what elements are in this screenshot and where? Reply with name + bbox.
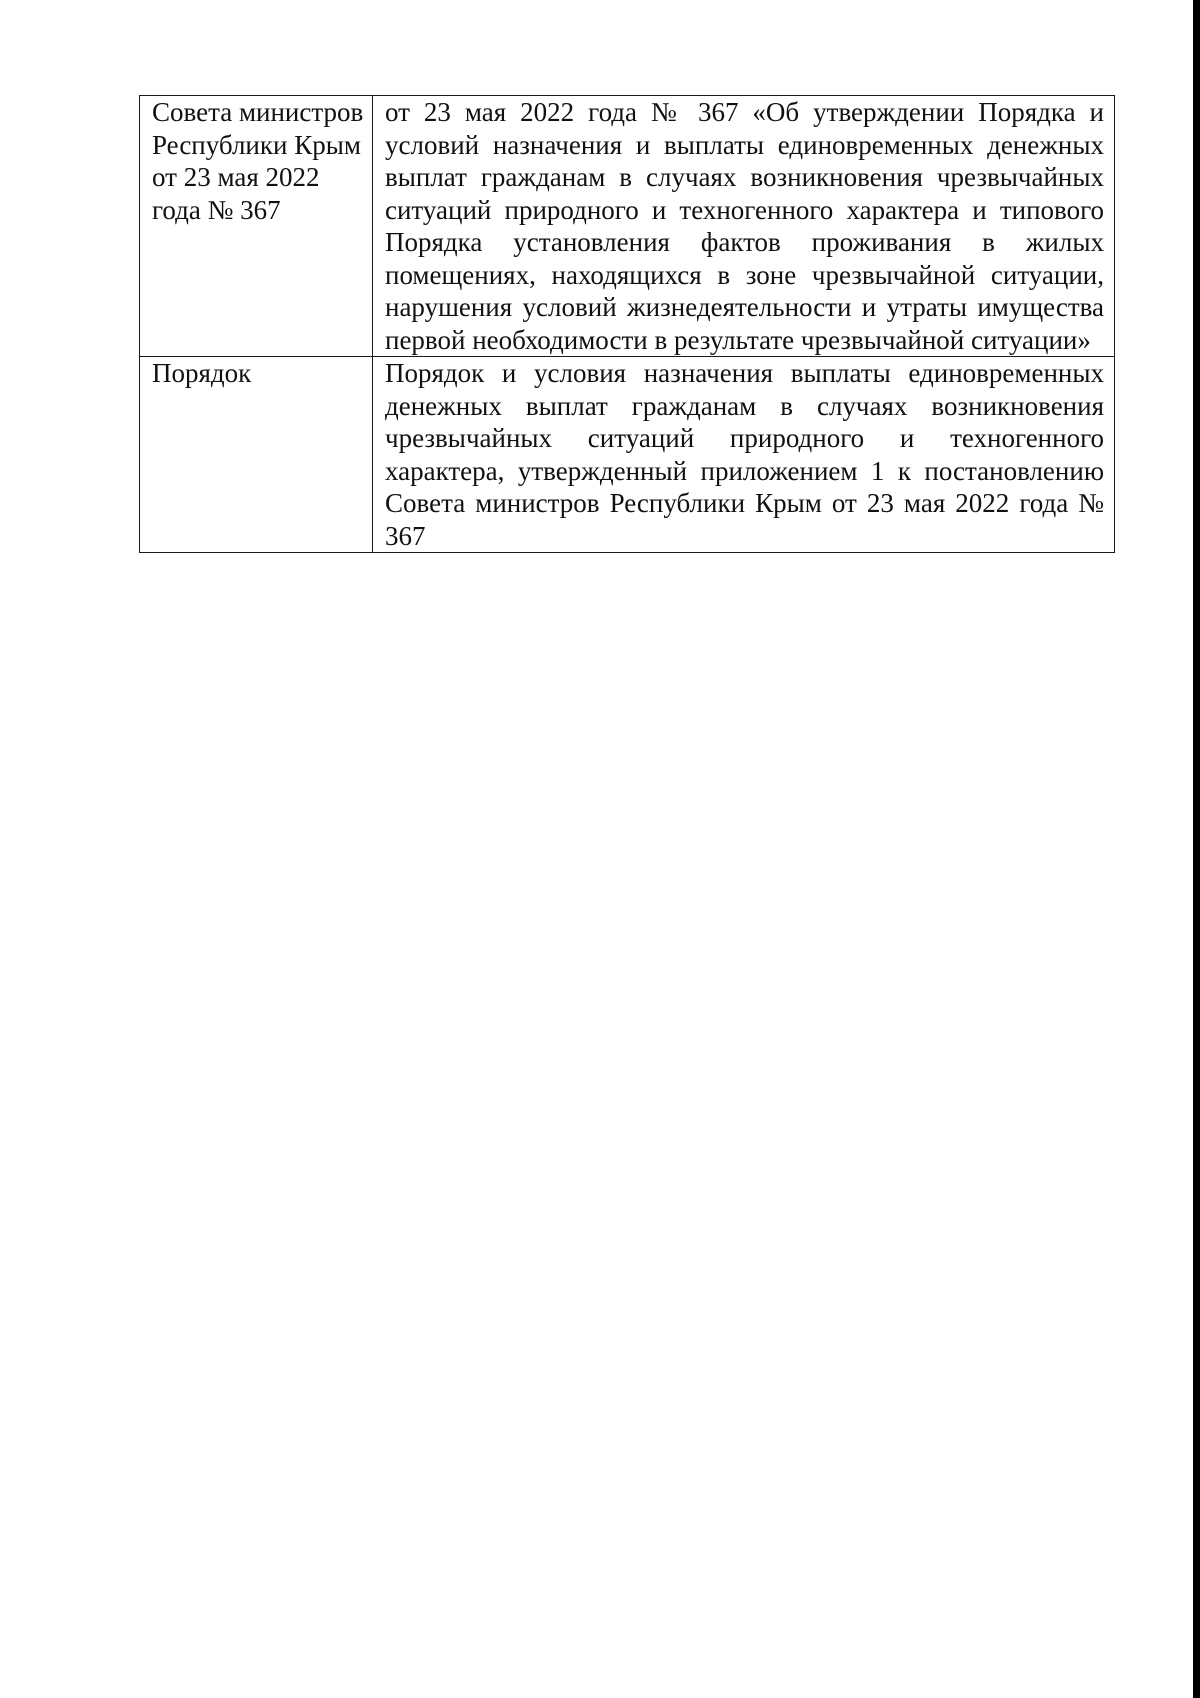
definition-text: от 23 мая 2022 года № 367 «Об утверждении Порядка и условий назначения и выплаты единовременных денежных выплат гражданам в случаях возникновения чрезвычайных ситуаций природного и техногенного характера и типового Порядка установления фактов проживания в жилых помещениях, находящихся в зоне чрезвычайной ситуации, нарушения условий жизнедеятельности и утраты имущества первой необходимости в результате чрезвычайной ситуации» <box>385 97 1104 355</box>
table-row <box>140 96 1115 357</box>
definitions-table <box>139 95 1115 553</box>
term-cell <box>140 96 373 357</box>
term-text: Совета министров Республики Крым от 23 мая 2022 года № 367 <box>152 97 364 225</box>
table-row <box>140 357 1115 553</box>
term-cell <box>140 357 373 553</box>
scan-edge-bar <box>1193 0 1200 1698</box>
definition-cell <box>373 96 1115 357</box>
definition-cell <box>373 357 1115 553</box>
term-text: Порядок <box>152 358 252 388</box>
definition-text: Порядок и условия назначения выплаты единовременных денежных выплат гражданам в случаях возникновения чрезвычайных ситуаций природного и техногенного характера, утвержденный приложением 1 к постановлению Совета министров Республики Крым от 23 мая 2022 года № 367 <box>385 358 1104 551</box>
